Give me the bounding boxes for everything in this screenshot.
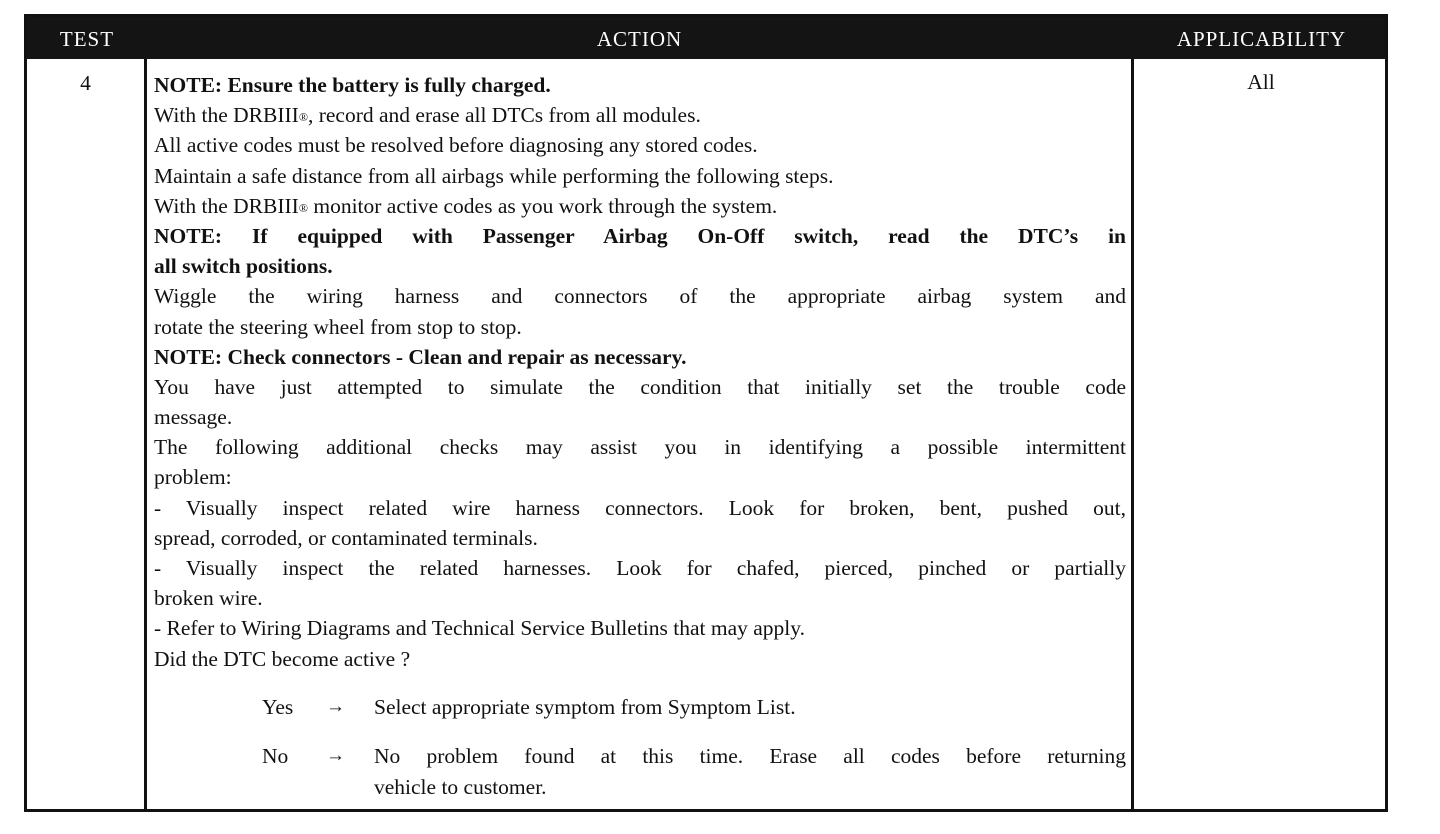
question-dtc-active: Did the DTC become active ?: [154, 646, 411, 671]
note-battery: NOTE: Ensure the battery is fully charged.: [154, 73, 551, 97]
answer-yes: [154, 692, 1126, 722]
action-line-record-erase: [154, 100, 1126, 130]
answer-no-text: [374, 741, 1126, 803]
action-line-active-codes: All active codes must be resolved before diagnosing any stored codes.: [154, 133, 758, 158]
right-arrow-icon: →: [326, 744, 345, 766]
bullet-connectors-line2: spread, corroded, or contaminated terminals.: [154, 525, 538, 550]
action-checks-line2: problem:: [154, 465, 232, 490]
answer-list: [154, 692, 1126, 803]
note-passenger-switch-line2: all switch positions.: [154, 254, 333, 279]
header-action: ACTION: [596, 27, 683, 51]
action-simulate-line1: You have just attempted to simulate the condition that initially set the trouble code: [154, 374, 1126, 399]
record-erase-text: , record and erase all DTCs from all modules.: [307, 103, 701, 128]
answer-no-text-line2: vehicle to customer.: [374, 774, 547, 799]
answer-no-text-line1: No problem found at this time. Erase all codes before returning: [374, 743, 1126, 768]
answer-yes-text: Select appropriate symptom from Symptom List.: [374, 694, 796, 719]
applicability-value: All: [1247, 70, 1275, 94]
registered-mark: ®: [298, 200, 308, 215]
action-simulate-line2: message.: [154, 405, 233, 430]
monitor-text: monitor active codes as you work through the system.: [307, 193, 778, 218]
diagnostic-test-table: [24, 14, 1388, 812]
header-applicability: APPLICABILITY: [1176, 27, 1347, 51]
test-number: 4: [80, 71, 91, 95]
answer-no: [154, 741, 1126, 803]
drb-name: With the DRBIII: [154, 193, 299, 218]
note-check-connectors: NOTE: Check connectors - Clean and repair as necessary.: [154, 344, 687, 369]
action-cell: [154, 59, 1126, 809]
answer-yes-label: Yes: [262, 694, 294, 719]
bullet-harnesses-line2: broken wire.: [154, 586, 263, 611]
action-line-safe-distance: Maintain a safe distance from all airbags while performing the following steps.: [154, 163, 834, 188]
action-line-monitor: [154, 191, 1126, 221]
action-wiggle-line2: rotate the steering wheel from stop to stop.: [154, 314, 522, 339]
bullet-connectors-line1: - Visually inspect related wire harness connectors. Look for broken, bent, pushed out,: [154, 495, 1126, 520]
action-wiggle-line1: Wiggle the wiring harness and connectors of the appropriate airbag system and: [154, 284, 1126, 309]
header-test: TEST: [59, 27, 115, 51]
drb-name: With the DRBIII: [154, 103, 299, 128]
bullet-harnesses-line1: - Visually inspect the related harnesses. Look for chafed, pierced, pinched or partially: [154, 556, 1126, 580]
action-checks-line1: The following additional checks may assist you in identifying a possible intermittent: [154, 435, 1126, 460]
registered-mark: ®: [298, 110, 308, 125]
answer-no-label: No: [262, 743, 289, 768]
right-arrow-icon: →: [326, 695, 345, 717]
table-header: [27, 17, 1385, 59]
column-divider-test: [144, 59, 147, 809]
note-passenger-switch-line1: NOTE: If equipped with Passenger Airbag On-Off switch, read the DTC’s in: [154, 223, 1126, 248]
bullet-wiring-diagrams: - Refer to Wiring Diagrams and Technical Service Bulletins that may apply.: [154, 616, 806, 641]
